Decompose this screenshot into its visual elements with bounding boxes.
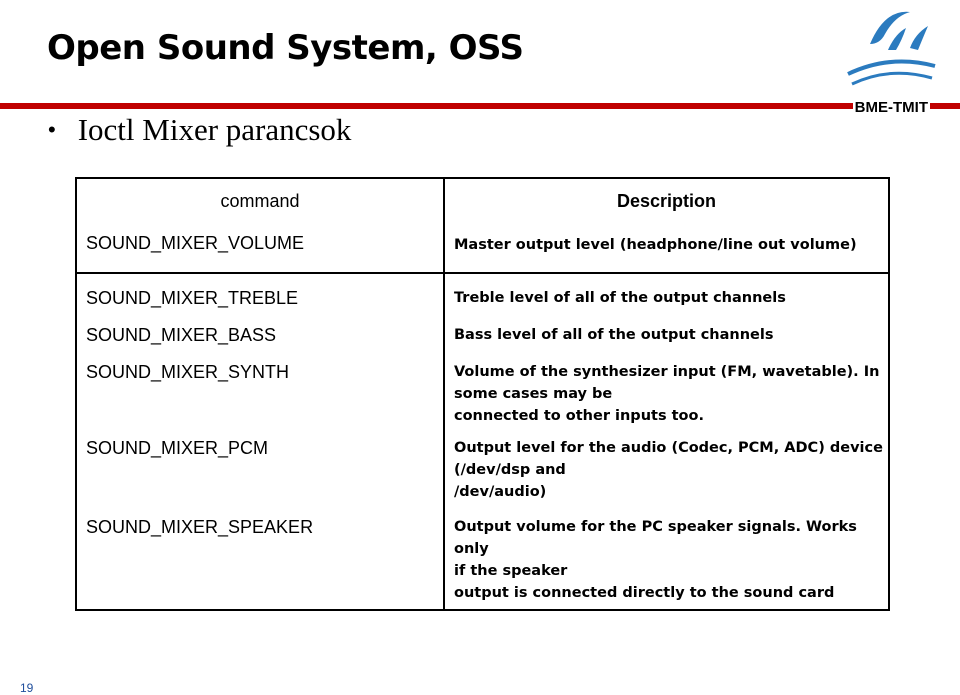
description-line: Volume of the synthesizer input (FM, wavetable). In bbox=[454, 364, 880, 380]
description-cell: Master output level (headphone/line out volume) bbox=[444, 223, 889, 273]
university-logo bbox=[840, 4, 940, 94]
bullet-text: Ioctl Mixer parancsok bbox=[77, 112, 352, 147]
command-column-body bbox=[76, 274, 444, 610]
bullet-item bbox=[48, 112, 351, 148]
description-line: /dev/audio) bbox=[454, 484, 547, 500]
command-cell: SOUND_MIXER_SPEAKER bbox=[86, 517, 314, 537]
command-cell: SOUND_MIXER_VOLUME bbox=[76, 223, 444, 273]
description-line: Output level for the audio (Codec, PCM, ADC) device bbox=[454, 440, 883, 456]
description-line: output is connected directly to the sound card bbox=[454, 585, 835, 601]
page-number: 19 bbox=[20, 681, 34, 695]
bullet-icon: • bbox=[48, 117, 56, 142]
description-cell: Treble level of all of the output channels bbox=[454, 290, 786, 306]
description-cell bbox=[454, 437, 883, 503]
organization-label: BME-TMIT bbox=[854, 99, 928, 116]
slide-title: Open Sound System, OSS bbox=[47, 28, 524, 68]
command-cell: SOUND_MIXER_BASS bbox=[86, 325, 277, 345]
command-cell: SOUND_MIXER_TREBLE bbox=[86, 288, 299, 308]
description-line: Output volume for the PC speaker signals. Works only bbox=[454, 519, 857, 557]
header-divider-line bbox=[0, 101, 960, 111]
header-description: Description bbox=[444, 178, 889, 223]
command-cell: SOUND_MIXER_PCM bbox=[86, 438, 269, 458]
description-column-body bbox=[444, 274, 889, 610]
description-line: some cases may be bbox=[454, 386, 613, 402]
description-cell bbox=[454, 516, 888, 604]
description-cell bbox=[454, 361, 879, 427]
description-line: (/dev/dsp and bbox=[454, 462, 566, 478]
description-line: if the speaker bbox=[454, 563, 568, 579]
header-command: command bbox=[76, 178, 444, 223]
description-line: connected to other inputs too. bbox=[454, 408, 704, 424]
description-cell: Bass level of all of the output channels bbox=[454, 327, 774, 343]
mixer-commands-table bbox=[75, 177, 890, 611]
command-cell: SOUND_MIXER_SYNTH bbox=[86, 362, 290, 382]
